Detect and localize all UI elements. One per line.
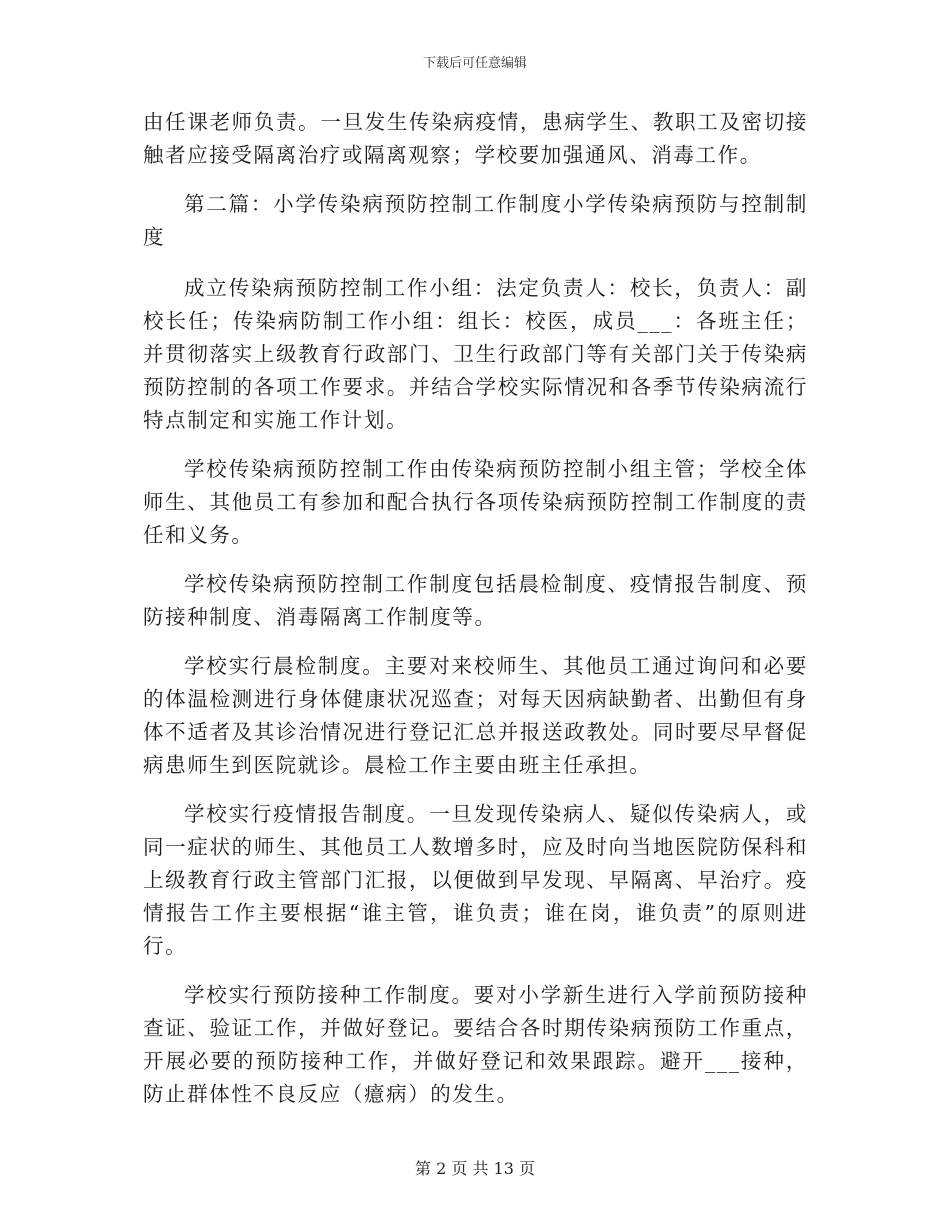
page-header: 下载后可任意编辑 [422, 56, 527, 71]
paragraph-continuation: 由任课老师负责。一旦发生传染病疫情，患病学生、教职工及密切接触者应接受隔离治疗或隔离观察；学校要加强通风、消毒工作。 [143, 110, 808, 167]
page-number: 第 2 页 共 13 页 [415, 1159, 535, 1178]
paragraph: 学校传染病预防控制工作由传染病预防控制小组主管；学校全体师生、其他员工有参加和配合执行各项传染病预防控制工作制度的责任和义务。 [143, 457, 808, 547]
paragraph: 学校实行预防接种工作制度。要对小学新生进行入学前预防接种查证、验证工作，并做好登记。要结合各时期传染病预防工作重点，开展必要的预防接种工作，并做好登记和效果跟踪。避开___接种，防止群体性不良反应（癔病）的发生。 [143, 983, 808, 1106]
document-body [143, 106, 808, 1127]
paragraph: 学校传染病预防控制工作制度包括晨检制度、疫情报告制度、预防接种制度、消毒隔离工作制度等。 [143, 572, 808, 629]
paragraph: 成立传染病预防控制工作小组：法定负责人：校长，负责人：副校长任；传染病防制工作小组：组长：校医，成员___：各班主任；并贯彻落实上级教育行政部门、卫生行政部门等有关部门关于传染病预防控制的各项工作要求。并结合学校实际情况和各季节传染病流行特点制定和实施工作计划。 [143, 276, 808, 432]
paragraph: 学校实行晨检制度。主要对来校师生、其他员工通过询问和必要的体温检测进行身体健康状况巡查；对每天因病缺勤者、出勤但有身体不适者及其诊治情况进行登记汇总并报送政教处。同时要尽早督促病患师生到医院就诊。晨检工作主要由班主任承担。 [143, 654, 808, 777]
paragraph: 学校实行疫情报告制度。一旦发现传染病人、疑似传染病人，或同一症状的师生、其他员工人数增多时，应及时向当地医院防保科和上级教育行政主管部门汇报，以便做到早发现、早隔离、早治疗。疫情报告工作主要根据“谁主管，谁负责；谁在岗，谁负责”的原则进行。 [143, 802, 808, 958]
section-title: 第二篇：小学传染病预防控制工作制度小学传染病预防与控制制度 [143, 192, 808, 249]
